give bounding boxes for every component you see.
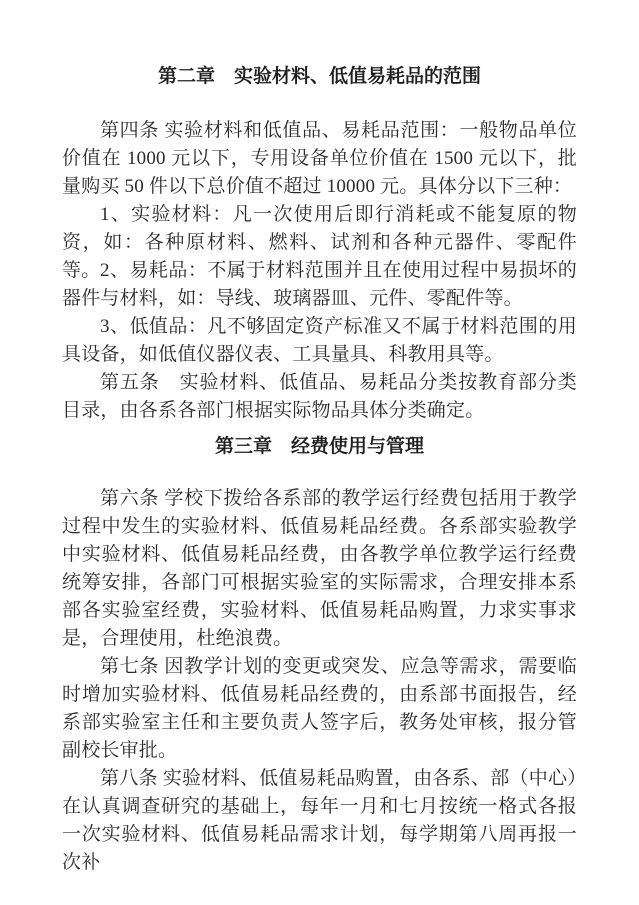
document-body	[62, 0, 577, 905]
item-2-consumables-paragraph: 2、易耗品：不属于材料范围并且在使用过程中易损坏的器件与材料，如：导线、玻璃器皿、元件、零配件等。	[62, 260, 577, 309]
chapter-2-heading: 第二章 实验材料、低值易耗品的范围	[157, 66, 481, 87]
item-3-low-value-goods-paragraph: 3、低值品：凡不够固定资产标准又不属于材料范围的用具设备，如低值仪器仪表、工具量具、科教用具等。	[62, 316, 577, 365]
article-5-paragraph: 第五条 实验材料、低值品、易耗品分类按教育部分类目录，由各系各部门根据实际物品具体分类确定。	[62, 372, 577, 421]
article-4-paragraph: 第四条 实验材料和低值品、易耗品范围：一般物品单位价值在 1000 元以下，专用设备单位价值在 1500 元以下，批量购买 50 件以下总价值不超过 10000 元。具体分以下三种：	[62, 120, 577, 197]
article-8-paragraph: 第八条 实验材料、低值易耗品购置，由各系、部（中心）在认真调查研究的基础上，每年一月和七月按统一格式各报一次实验材料、低值易耗品需求计划，每学期第八周再报一次补	[62, 768, 577, 873]
item-1-experimental-materials-paragraph: 1、实验材料：凡一次使用后即行消耗或不能复原的物资，如：各种原材料、燃料、试剂和各种元器件、零配件等。	[62, 204, 577, 281]
article-7-paragraph: 第七条 因教学计划的变更或突发、应急等需求，需要临时增加实验材料、低值易耗品经费的，由系部书面报告，经系部实验室主任和主要负责人签字后，教务处审核，报分管副校长审批。	[62, 656, 577, 761]
article-6-paragraph: 第六条 学校下拨给各系部的教学运行经费包括用于教学过程中发生的实验材料、低值易耗品经费。各系部实验教学中实验材料、低值易耗品经费，由各教学单位教学运行经费统筹安排，各部门可根据实验室的实际需求，合理安排本系部各实验室经费，实验材料、低值易耗品购置，力求实事求是，合理使用，杜绝浪费。	[62, 488, 577, 649]
chapter-3-heading: 第三章 经费使用与管理	[214, 436, 424, 457]
